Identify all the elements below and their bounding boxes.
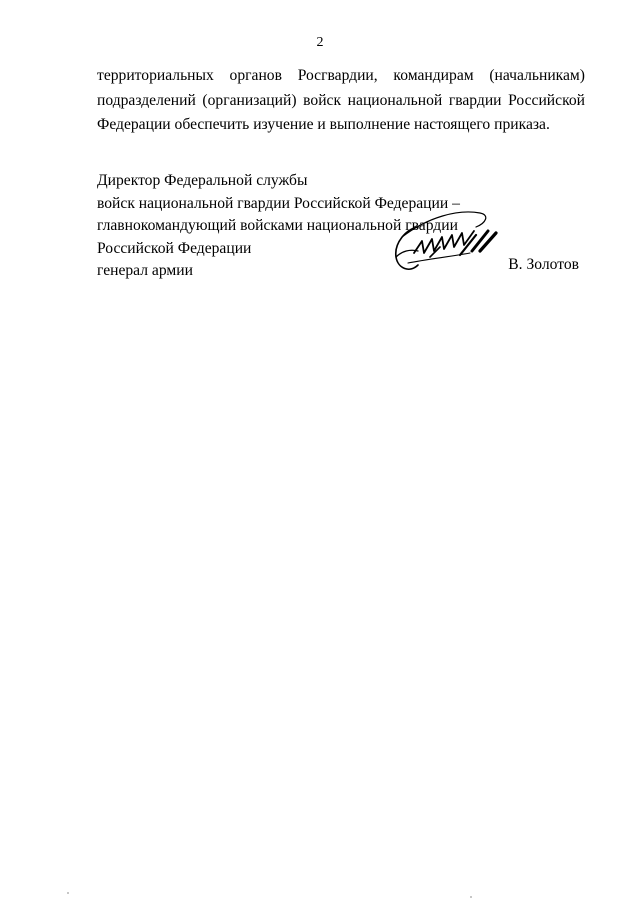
signatory-title-line: Российской Федерации	[97, 239, 252, 257]
order-paragraph	[97, 64, 585, 138]
signature-block	[97, 170, 585, 280]
signatory-title-line: войск национальной гвардии Российской Федерации –	[97, 194, 460, 212]
scan-speck	[470, 896, 472, 898]
signatory-title-line: Директор Федеральной службы	[97, 172, 308, 189]
paragraph-line: Федерации обеспечить изучение и выполнение настоящего приказа.	[97, 116, 550, 133]
signatory-title-line: главнокомандующий войсками национальной гвардии	[97, 217, 458, 234]
paragraph-line: территориальных органов Росгвардии, командирам (начальникам)	[97, 67, 585, 84]
paragraph-line: подразделений (организаций) войск национальной гвардии Российской	[97, 91, 585, 109]
signatory-name: В. Золотов	[508, 256, 579, 273]
page-number: 2	[316, 35, 324, 50]
signatory-rank: генерал армии	[97, 262, 193, 279]
handwritten-signature	[388, 207, 500, 279]
scan-speck	[67, 892, 69, 894]
